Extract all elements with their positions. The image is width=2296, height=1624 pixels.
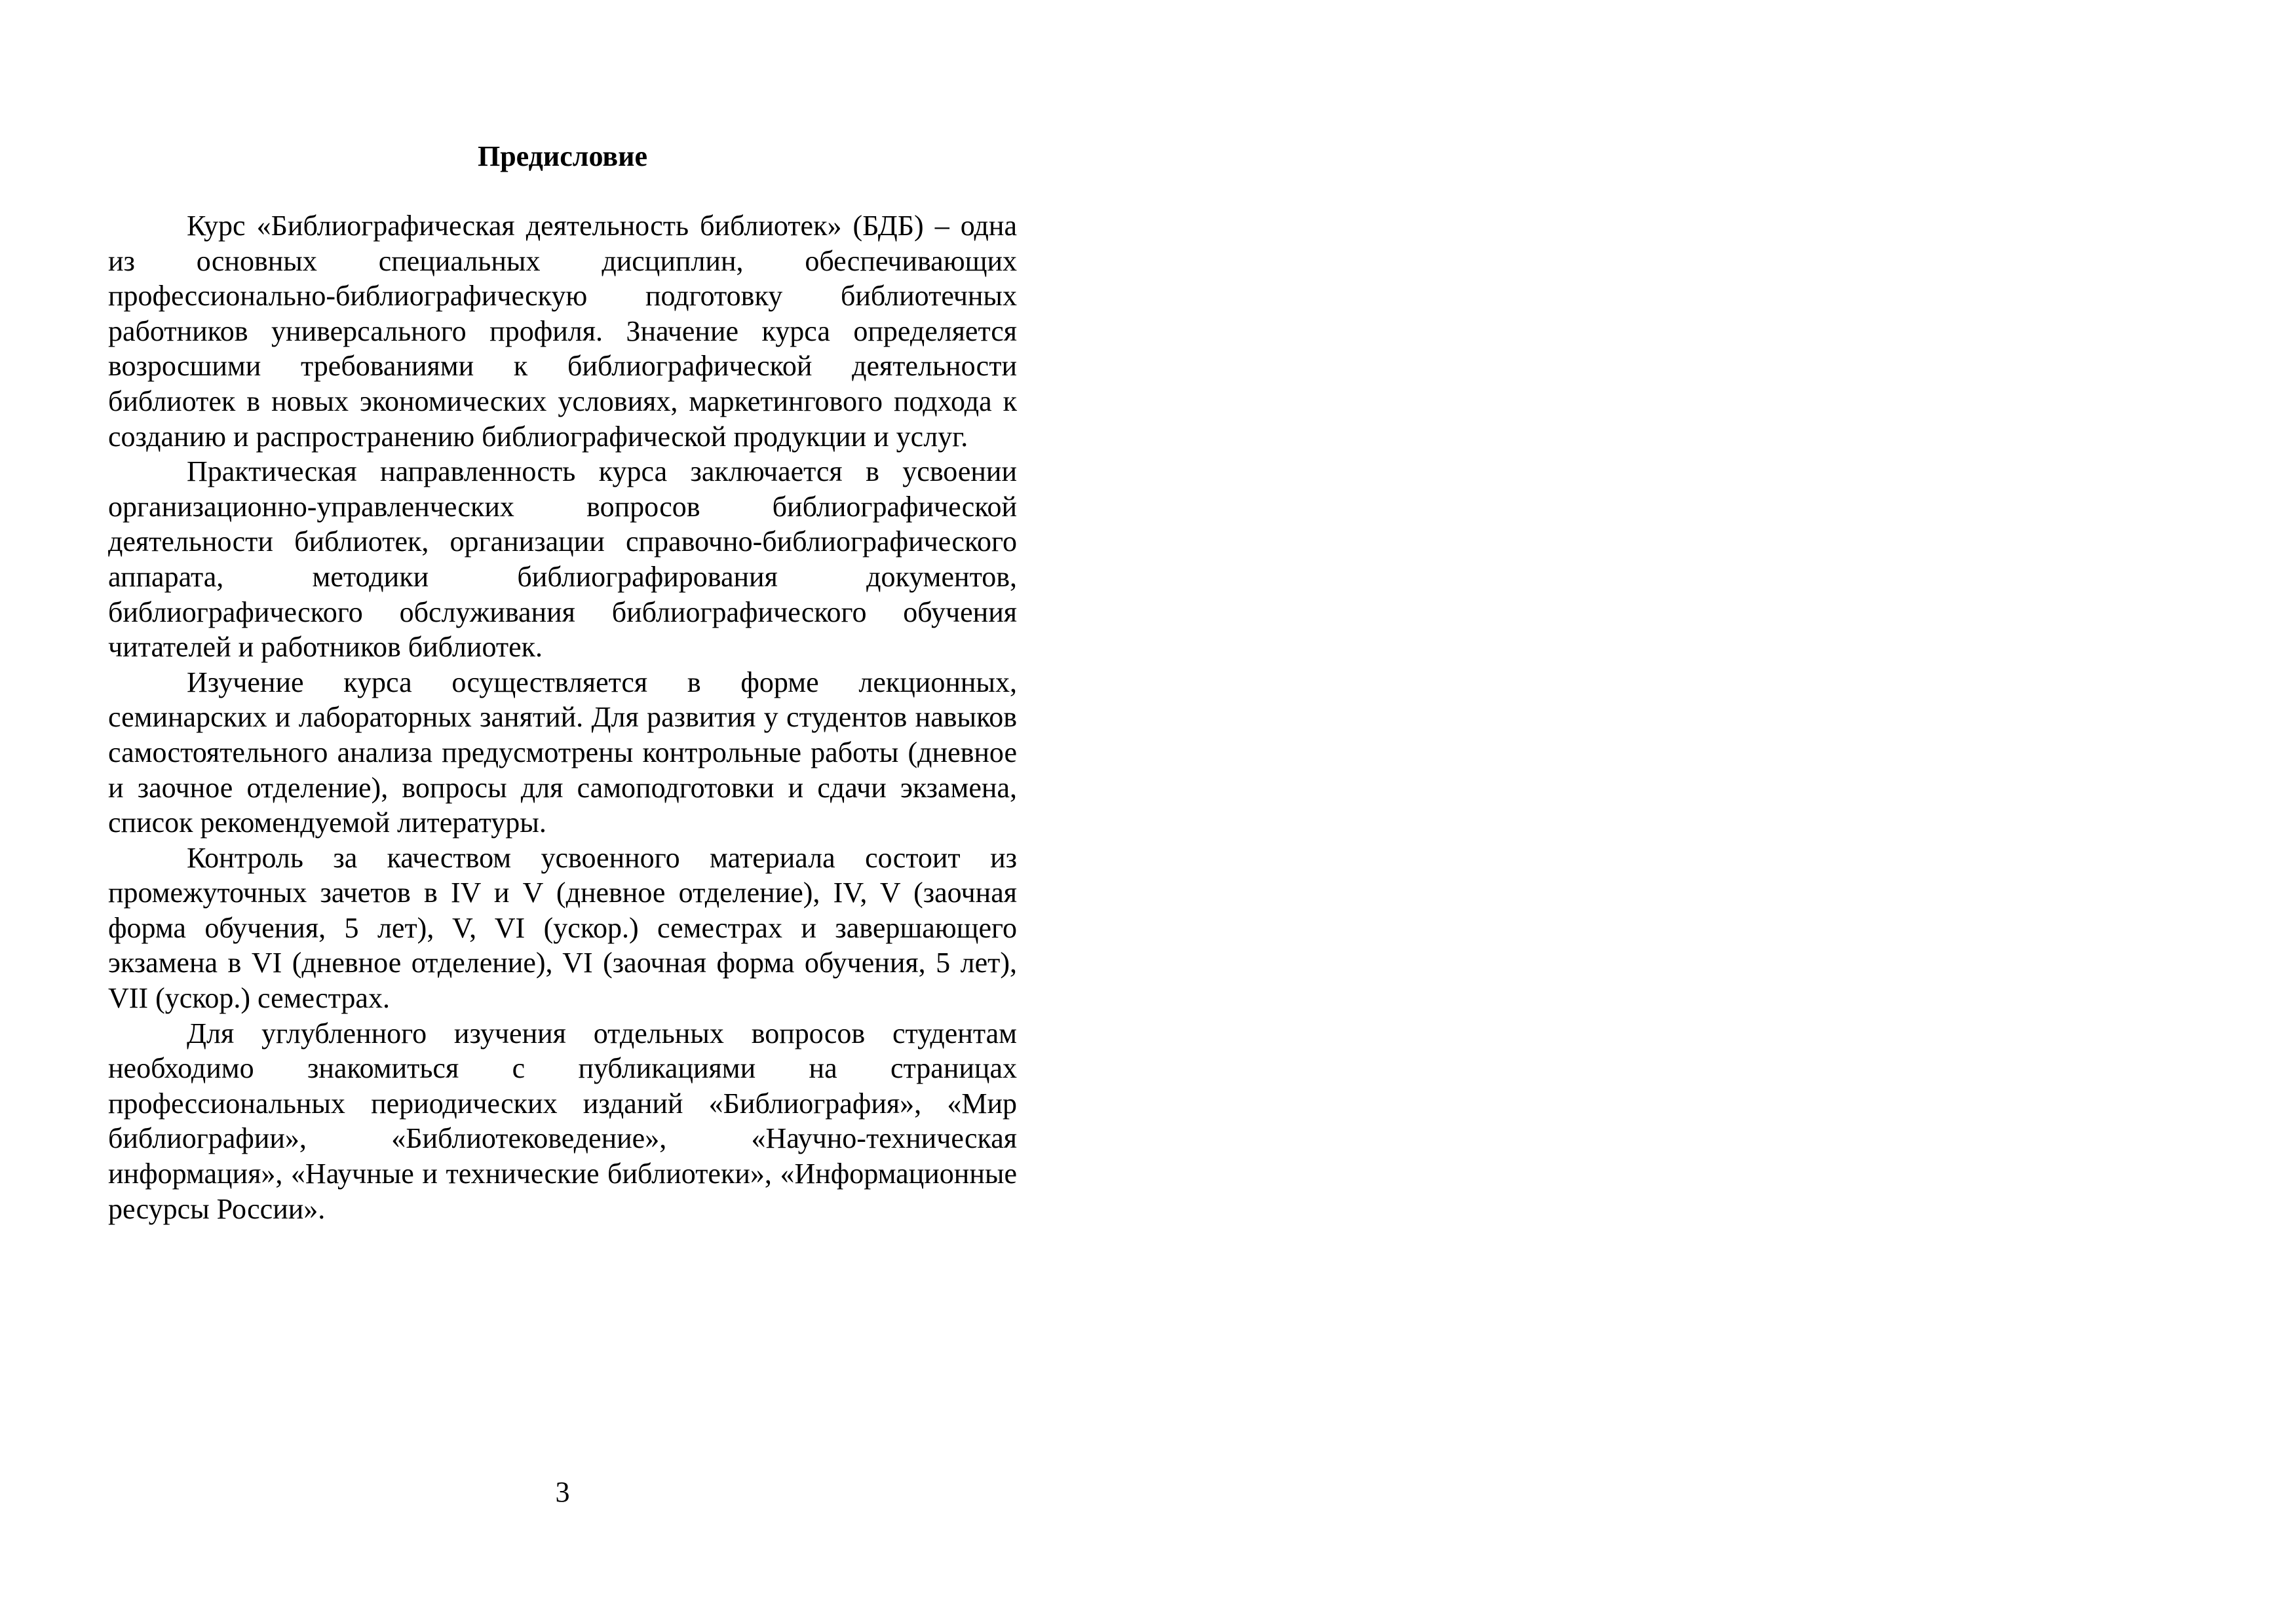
page-title: Предисловие: [477, 140, 647, 172]
page-number: 3: [555, 1476, 570, 1508]
paragraph: Контроль за качеством усвоенного материала состоит из промежуточных зачетов в IV и V (дневное отделение), IV, V (заочная форма обучения, 5 лет), V, VI (ускор.) семестрах и завершающего экзамена в VI (дневное отделение), VI (заочная форма обучения, 5 лет), VII (ускор.) семестрах.: [108, 841, 1017, 1015]
paragraph: Изучение курса осуществляется в форме лекционных, семинарских и лабораторных занятий. Для развития у студентов навыков самостоятельного анализа предусмотрены контрольные работы (дневное и заочное отделение), вопросы для самоподготовки и сдачи экзамена, список рекомендуемой литературы.: [108, 666, 1017, 839]
body-text: [108, 208, 1017, 1226]
paragraph: Практическая направленность курса заключается в усвоении организационно-управленческих вопросов библиографической деятельности библиотек, организации справочно-библиографического аппарата, методики библиографирования документов, библиографического обслуживания библиографического обучения читателей и работников библиотек.: [108, 455, 1017, 664]
paragraph: Курс «Библиографическая деятельность библиотек» (БДБ) – одна из основных специальных дисциплин, обеспечивающих профессионально-библиографическую подготовку библиотечных работников универсального профиля. Значение курса определяется возросшими требованиями к библиографической деятельности библиотек в новых экономических условиях, маркетингового подхода к созданию и распространению библиографической продукции и услуг.: [108, 210, 1017, 453]
paragraph: Для углубленного изучения отдельных вопросов студентам необходимо знакомиться с публикациями на страницах профессиональных периодических изданий «Библиография», «Мир библиографии», «Библиотековедение», «Научно-техническая информация», «Научные и технические библиотеки», «Информационные ресурсы России».: [108, 1017, 1017, 1225]
